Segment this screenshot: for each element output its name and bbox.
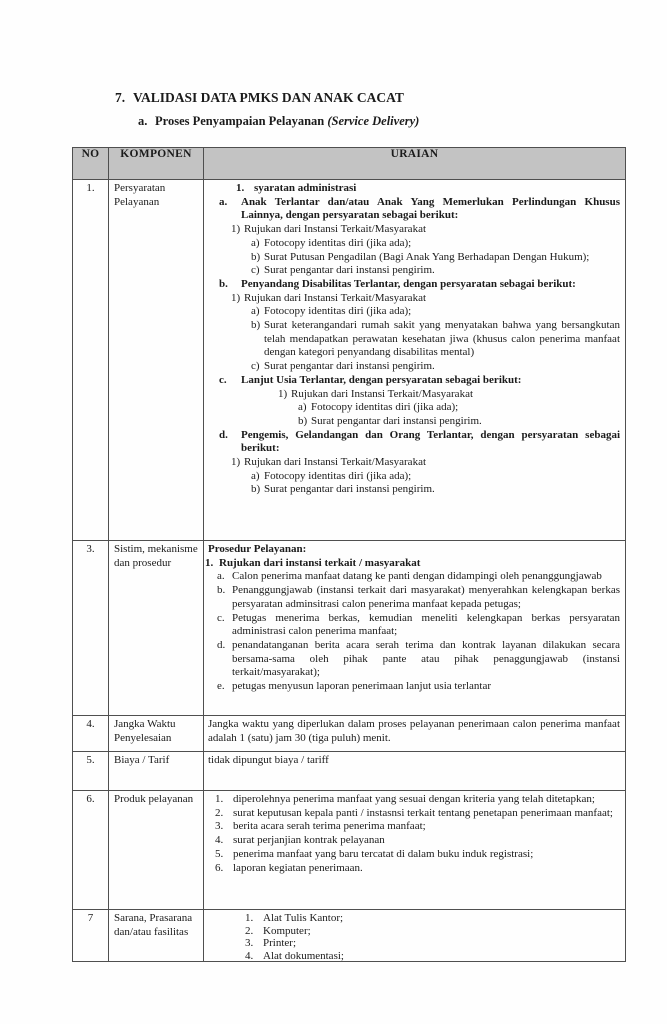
cell-uraian bbox=[204, 180, 626, 541]
uraian-text: tidak dipungut biaya / tariff bbox=[208, 754, 329, 766]
subtitle-italic: (Service Delivery) bbox=[327, 114, 420, 128]
cell-uraian bbox=[204, 716, 626, 752]
page-title bbox=[115, 90, 404, 106]
subtitle-text: Proses Penyampaian Pelayanan bbox=[155, 114, 325, 128]
item-marker: a. bbox=[219, 195, 228, 208]
cell-uraian bbox=[204, 752, 626, 791]
list-item bbox=[204, 360, 620, 374]
list-item bbox=[204, 264, 620, 278]
title-text: VALIDASI DATA PMKS DAN ANAK CACAT bbox=[133, 90, 404, 105]
item-text: Fotocopy identitas diri (jika ada); bbox=[264, 469, 412, 482]
list-item bbox=[204, 820, 620, 834]
cell-komponen: Biaya / Tarif bbox=[109, 752, 204, 791]
item-marker: 2. bbox=[245, 924, 254, 937]
list-item bbox=[204, 925, 620, 938]
header-no: NO bbox=[73, 148, 109, 180]
list-item bbox=[204, 456, 620, 470]
item-text: penerima manfaat yang baru tercatat di dalam buku induk registrasi; bbox=[233, 847, 534, 860]
list-item bbox=[204, 292, 620, 306]
cell-no: 4. bbox=[73, 716, 109, 752]
item-text: surat keputusan kepala panti / instasnsi terkait tentang penetapan penerimaan manfaat; bbox=[233, 806, 613, 819]
item-marker: 1. bbox=[236, 182, 245, 194]
item-text: Rujukan dari Instansi Terkait/Masyarakat bbox=[244, 223, 427, 236]
list-item bbox=[204, 862, 620, 876]
list-item bbox=[204, 834, 620, 848]
item-marker: 5. bbox=[215, 847, 224, 860]
item-text: Rujukan dari Instansi Terkait/Masyarakat bbox=[291, 387, 474, 400]
cell-komponen: Produk pelayanan bbox=[109, 791, 204, 910]
list-item bbox=[204, 557, 620, 571]
item-marker: b) bbox=[298, 414, 308, 427]
item-marker: 4. bbox=[245, 949, 254, 961]
list-item bbox=[204, 319, 620, 360]
item-marker: 1. bbox=[205, 556, 214, 569]
item-text: penandatanganan berita acara serah terima dan kontrak layanan dilakukan secara bersama-sama oleh pihak pante atau pihak penaggungjawab (instansi terkait/masyarakat); bbox=[232, 638, 620, 679]
item-marker: b) bbox=[251, 250, 261, 263]
cell-komponen: Sistim, mekanisme dan prosedur bbox=[109, 541, 204, 716]
item-marker: e. bbox=[217, 680, 225, 693]
list-item bbox=[204, 196, 620, 223]
item-marker: c. bbox=[219, 373, 227, 386]
service-delivery-table bbox=[72, 147, 626, 962]
item-text: Prosedur Pelayanan: bbox=[208, 543, 307, 555]
item-marker: b. bbox=[219, 277, 228, 290]
item-marker: a) bbox=[298, 401, 307, 414]
item-text: Rujukan dari Instansi Terkait/Masyarakat bbox=[244, 456, 427, 469]
item-text: Fotocopy identitas diri (jika ada); bbox=[311, 401, 459, 414]
item-marker: 3. bbox=[245, 937, 254, 950]
item-marker: d. bbox=[219, 428, 228, 441]
item-marker: 1) bbox=[278, 387, 288, 400]
list-item bbox=[204, 374, 620, 388]
list-item bbox=[204, 950, 620, 961]
item-text: Surat pengantar dari instansi pengirim. bbox=[264, 264, 435, 277]
item-text: berita acara serah terima penerima manfaat; bbox=[233, 820, 426, 833]
header-uraian: URAIAN bbox=[204, 148, 626, 180]
item-marker: b) bbox=[251, 319, 261, 332]
list-item bbox=[204, 848, 620, 862]
list-item bbox=[204, 612, 620, 639]
list-item bbox=[204, 223, 620, 237]
list-item bbox=[204, 251, 620, 265]
list-item bbox=[204, 912, 620, 925]
list-item bbox=[204, 483, 620, 497]
list-item bbox=[204, 470, 620, 484]
item-text: Surat pengantar dari instansi pengirim. bbox=[311, 414, 482, 427]
item-marker: 1) bbox=[231, 223, 241, 236]
item-marker: 1) bbox=[231, 291, 241, 304]
list-item bbox=[204, 793, 620, 807]
table-row bbox=[73, 541, 626, 716]
list-item bbox=[204, 401, 620, 415]
list-item bbox=[204, 639, 620, 680]
item-marker: 1. bbox=[245, 912, 254, 924]
item-text: petugas menyusun laporan penerimaan lanjut usia terlantar bbox=[232, 680, 492, 693]
item-marker: 4. bbox=[215, 834, 224, 847]
table-row bbox=[73, 791, 626, 910]
item-text: Penanggungjawab (instansi terkait dari masyarakat) menyerahkan kelengkapan berkas persyaratan adminsitrasi calon penerima manfaat kepada petugas; bbox=[232, 584, 620, 610]
item-text: Lanjut Usia Terlantar, dengan persyaratan sebagai berikut: bbox=[241, 373, 522, 386]
list-item bbox=[204, 680, 620, 694]
item-text: Fotocopy identitas diri (jika ada); bbox=[264, 236, 412, 249]
list-item bbox=[204, 570, 620, 584]
item-text: Surat keterangandari rumah sakit yang menyatakan bahwa yang bersangkutan telah mendapatkan perawatan kesehatan jiwa (khusus calon penerima manfaat dengan kategori penyandang disabilitas mental) bbox=[264, 319, 620, 359]
list-item bbox=[204, 584, 620, 611]
table-row bbox=[73, 716, 626, 752]
header-komponen: KOMPONEN bbox=[109, 148, 204, 180]
cell-komponen: Jangka Waktu Penyelesaian bbox=[109, 716, 204, 752]
item-marker: a) bbox=[251, 469, 260, 482]
cell-no: 7 bbox=[73, 910, 109, 962]
cell-no: 6. bbox=[73, 791, 109, 910]
item-text: Petugas menerima berkas, kemudian meneliti kelengkapan berkas persyaratan administrasi calon penerima manfaat; bbox=[232, 611, 620, 638]
item-marker: 6. bbox=[215, 861, 224, 874]
item-marker: b) bbox=[251, 483, 261, 496]
page-subtitle bbox=[138, 114, 419, 129]
item-text: laporan kegiatan penerimaan. bbox=[233, 861, 363, 874]
item-text: Rujukan dari instansi terkait / masyarakat bbox=[219, 556, 421, 569]
item-text: Penyandang Disabilitas Terlantar, dengan persyaratan sebagai berikut: bbox=[241, 277, 576, 290]
item-text: Pengemis, Gelandangan dan Orang Terlantar, dengan persyaratan sebagai berikut: bbox=[241, 428, 620, 455]
item-marker: 2. bbox=[215, 806, 224, 819]
table-row bbox=[73, 180, 626, 541]
item-marker: 1. bbox=[215, 793, 224, 805]
list-item bbox=[204, 429, 620, 456]
item-text: Rujukan dari Instansi Terkait/Masyarakat bbox=[244, 291, 427, 304]
item-marker: c. bbox=[217, 611, 225, 624]
item-text: Surat pengantar dari instansi pengirim. bbox=[264, 360, 435, 373]
item-text: Alat dokumentasi; bbox=[263, 949, 344, 961]
item-marker: a) bbox=[251, 305, 260, 318]
item-marker: c) bbox=[251, 264, 260, 277]
item-marker: c) bbox=[251, 360, 260, 373]
section-heading bbox=[204, 543, 620, 557]
cell-no: 5. bbox=[73, 752, 109, 791]
list-item bbox=[204, 937, 620, 950]
item-text: diperolehnya penerima manfaat yang sesuai dengan kriteria yang telah ditetapkan; bbox=[233, 793, 595, 805]
cell-uraian bbox=[204, 791, 626, 910]
list-item bbox=[204, 305, 620, 319]
item-text: Fotocopy identitas diri (jika ada); bbox=[264, 305, 412, 318]
table-row bbox=[73, 910, 626, 962]
item-text: Alat Tulis Kantor; bbox=[263, 912, 344, 924]
item-text: Surat Putusan Pengadilan (Bagi Anak Yang Berhadapan Dengan Hukum); bbox=[264, 250, 590, 263]
item-marker: 1) bbox=[231, 456, 241, 469]
item-text: Calon penerima manfaat datang ke panti dengan didampingi oleh penanggungjawab bbox=[232, 570, 602, 583]
cell-komponen: Sarana, Prasarana dan/atau fasilitas bbox=[109, 910, 204, 962]
cell-uraian bbox=[204, 541, 626, 716]
cell-no: 1. bbox=[73, 180, 109, 541]
list-item bbox=[204, 278, 620, 292]
title-number: 7. bbox=[115, 90, 126, 105]
subtitle-letter: a. bbox=[138, 114, 148, 128]
table-header-row bbox=[73, 148, 626, 180]
item-text: surat perjanjian kontrak pelayanan bbox=[233, 834, 385, 847]
item-text: Surat pengantar dari instansi pengirim. bbox=[264, 483, 435, 496]
list-item bbox=[204, 807, 620, 821]
item-marker: b. bbox=[217, 584, 226, 597]
table-row bbox=[73, 752, 626, 791]
list-item bbox=[204, 388, 620, 402]
list-item bbox=[204, 237, 620, 251]
item-marker: a. bbox=[217, 570, 225, 583]
item-marker: a) bbox=[251, 236, 260, 249]
item-text: Printer; bbox=[263, 937, 296, 950]
list-item bbox=[204, 182, 620, 196]
item-marker: d. bbox=[217, 638, 226, 651]
item-text: Anak Terlantar dan/atau Anak Yang Memerlukan Perlindungan Khusus Lainnya, dengan persyaratan sebagai berikut: bbox=[241, 195, 620, 222]
item-marker: 3. bbox=[215, 820, 224, 833]
item-text: syaratan administrasi bbox=[254, 182, 357, 194]
item-text: Komputer; bbox=[263, 924, 311, 937]
list-item bbox=[204, 415, 620, 429]
uraian-text: Jangka waktu yang diperlukan dalam proses pelayanan penerimaan calon penerima manfaat adalah 1 (satu) jam 30 (tiga puluh) menit. bbox=[208, 718, 620, 744]
cell-no: 3. bbox=[73, 541, 109, 716]
cell-komponen: Persyaratan Pelayanan bbox=[109, 180, 204, 541]
cell-uraian bbox=[204, 910, 626, 962]
